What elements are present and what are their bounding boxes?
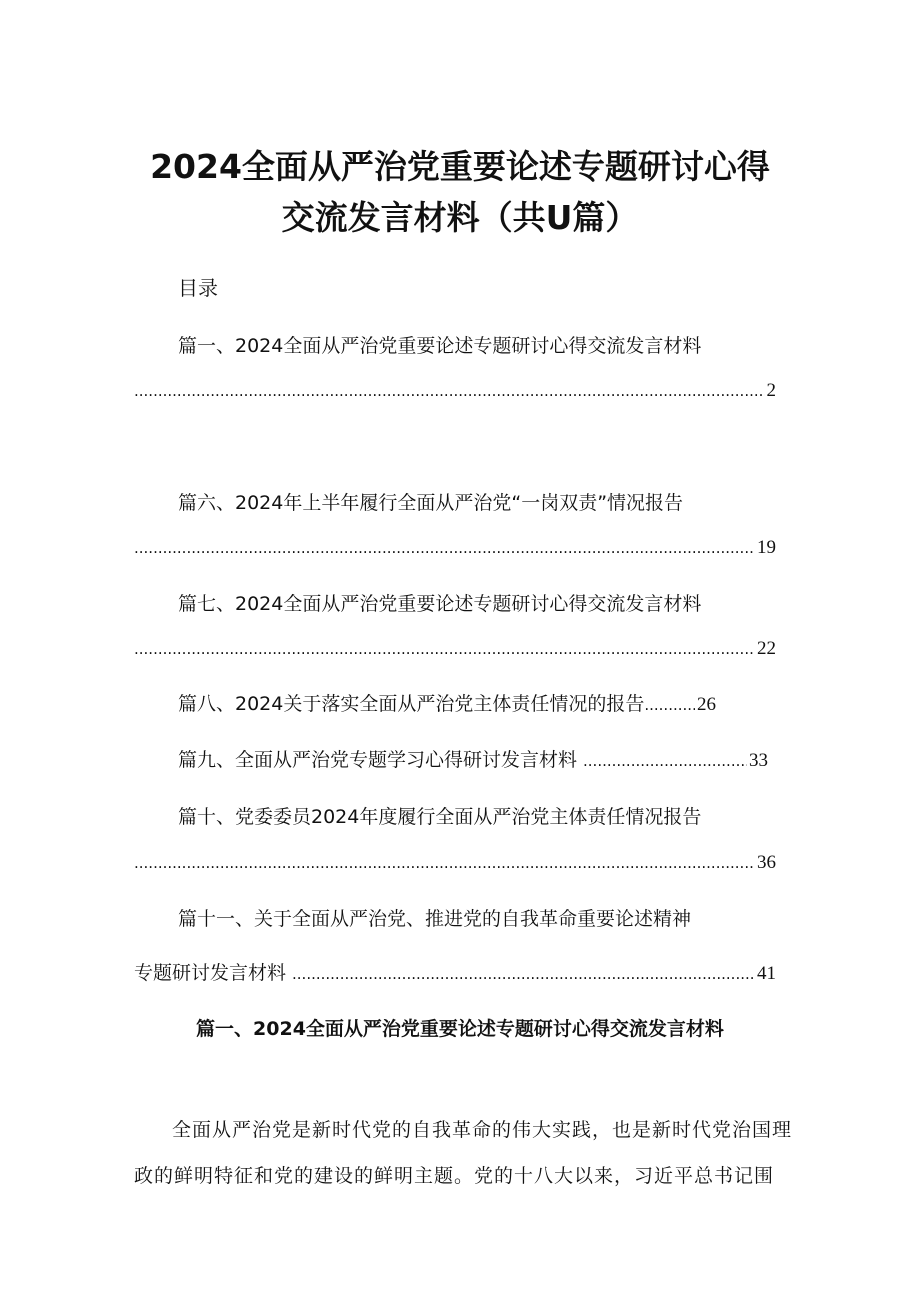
section-heading: 篇一、2024全面从严治党重要论述专题研讨心得交流发言材料	[196, 1018, 724, 1040]
body-paragraph: 全面从严治党是新时代党的自我革命的伟大实践，也是新时代党治国理政的鲜明特征和党的建设的鲜明主题。党的十八大以来，习近平总书记围	[134, 1119, 793, 1187]
dot-leader	[134, 384, 765, 399]
dot-leader	[134, 856, 755, 871]
dot-leader	[286, 967, 755, 982]
dot-leader	[577, 754, 747, 769]
toc-entry-11-title-line-1[interactable]: 篇十一、关于全面从严治党、推进党的自我革命重要论述精神	[178, 908, 692, 930]
dot-leader	[644, 698, 695, 713]
toc-entry-11-title-line-2[interactable]: 专题研讨发言材料	[134, 962, 287, 984]
toc-entry-1-leader	[134, 380, 776, 402]
toc-entry-1-page: 2	[766, 380, 776, 401]
document-title-line-1: 2024全面从严治党重要论述专题研讨心得	[150, 147, 770, 186]
toc-entry-9[interactable]	[178, 745, 768, 772]
dot-leader	[134, 541, 755, 556]
toc-entry-9-title: 篇九、全面从严治党专题学习心得研讨发言材料	[178, 749, 578, 771]
toc-entry-11-page: 41	[757, 963, 776, 984]
toc-entry-10-page: 36	[757, 852, 776, 873]
toc-entry-7-page: 22	[757, 638, 776, 659]
toc-entry-6-page: 19	[757, 537, 776, 558]
document-title-line-2: 交流发言材料（共U篇）	[281, 198, 639, 237]
toc-entry-9-page: 33	[749, 750, 768, 771]
toc-entry-8[interactable]	[178, 689, 716, 716]
toc-entry-8-title: 篇八、2024关于落实全面从严治党主体责任情况的报告	[178, 693, 645, 715]
toc-entry-1-title[interactable]: 篇一、2024全面从严治党重要论述专题研讨心得交流发言材料	[178, 335, 702, 357]
toc-heading: 目录	[178, 276, 218, 300]
toc-entry-6-title[interactable]: 篇六、2024年上半年履行全面从严治党“一岗双责”情况报告	[178, 492, 684, 514]
toc-entry-10-title[interactable]: 篇十、党委委员2024年度履行全面从严治党主体责任情况报告	[178, 806, 702, 828]
toc-entry-7-title[interactable]: 篇七、2024全面从严治党重要论述专题研讨心得交流发言材料	[178, 593, 702, 615]
toc-entry-8-page: 26	[697, 694, 716, 715]
toc-entry-10-leader	[134, 852, 776, 874]
toc-entry-7-leader	[134, 638, 776, 660]
toc-entry-6-leader	[134, 537, 776, 559]
toc-entry-11-leader	[134, 958, 776, 985]
dot-leader	[134, 642, 755, 657]
